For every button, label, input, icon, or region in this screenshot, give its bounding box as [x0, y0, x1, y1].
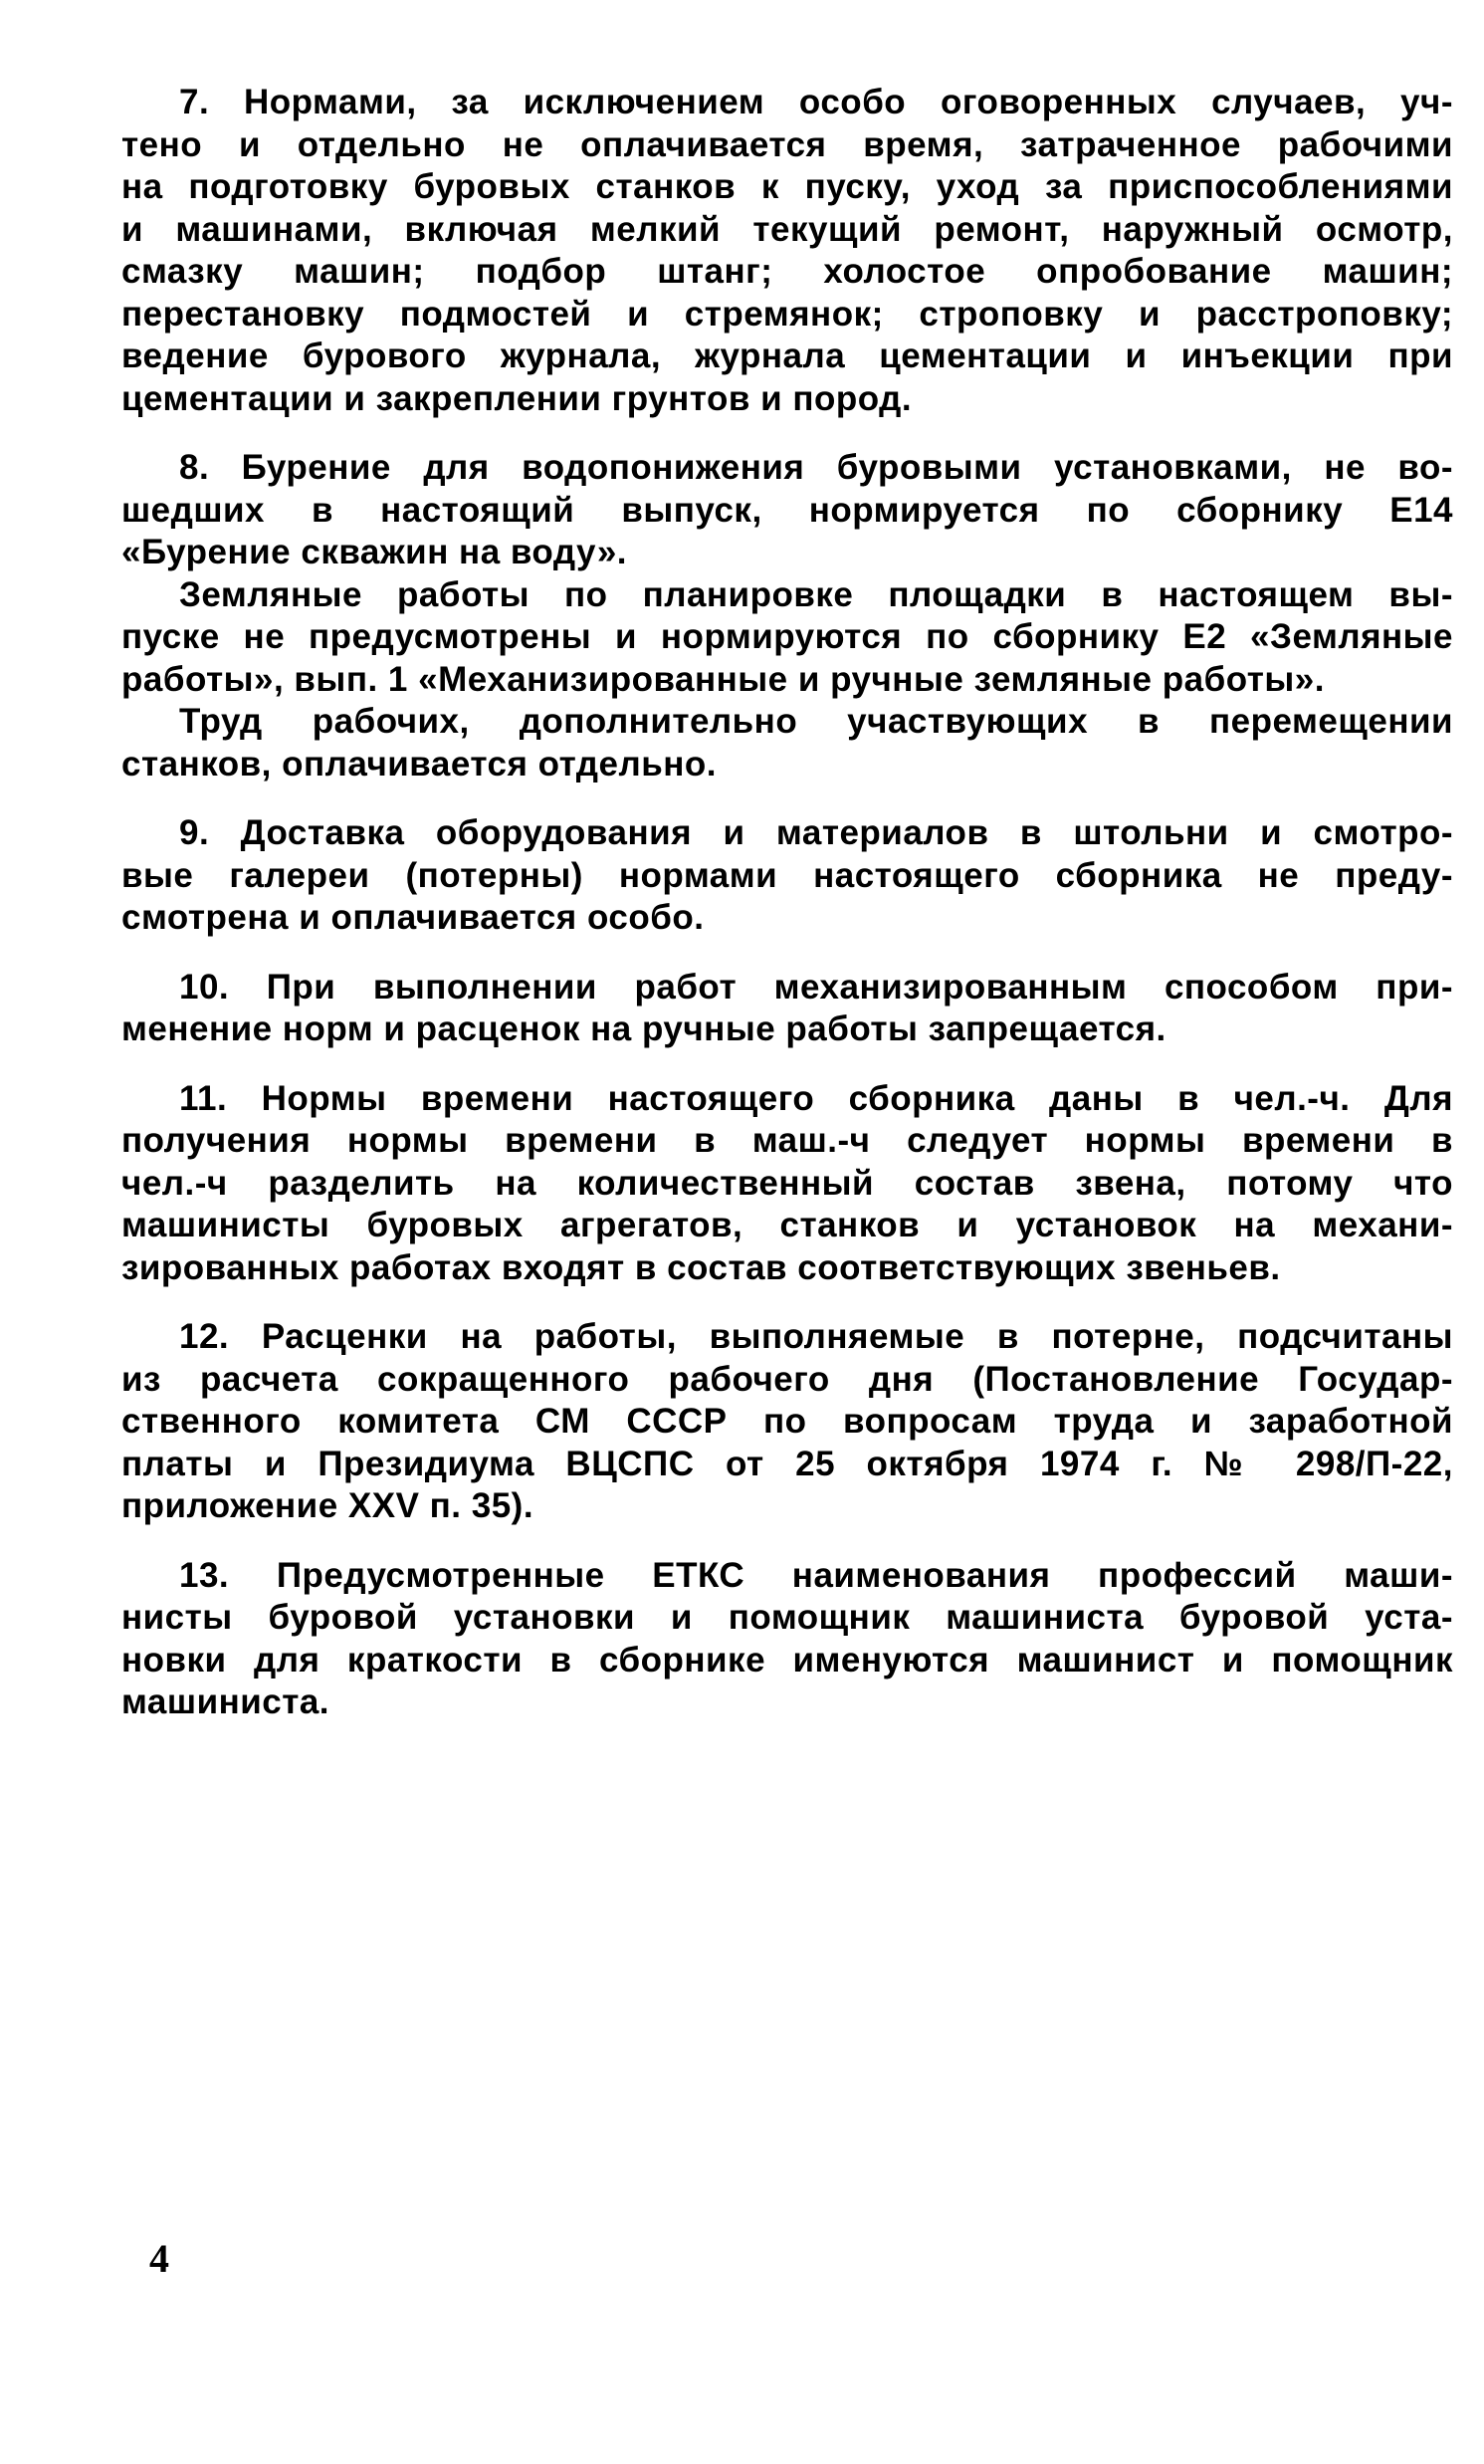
text-line: перестановку подмостей и стремянок; строповку и расстроповку;	[121, 294, 1453, 334]
text-line: шедших в настоящий выпуск, нормируется по сборнику Е14	[121, 490, 1453, 530]
text-line: платы и Президиума ВЦСПС от 25 октября 1974 г. № 298/П-22,	[121, 1444, 1453, 1483]
text-line: чел.-ч разделить на количественный состав звена, потому что	[121, 1163, 1453, 1203]
text-line: 13. Предусмотренные ЕТКС наименования профессий маши-	[179, 1555, 1453, 1595]
text-line: цементации и закреплении грунтов и пород.	[121, 378, 913, 418]
document-body	[121, 82, 1453, 1751]
paragraph	[121, 967, 1453, 1051]
text-line: 7. Нормами, за исключением особо оговоренных случаев, уч-	[179, 83, 1453, 121]
text-line: вые галереи (потерны) нормами настоящего сборника не преду-	[121, 855, 1453, 895]
paragraph	[121, 1316, 1453, 1528]
text-line: менение норм и расценок на ручные работы запрещается.	[121, 1009, 1166, 1048]
paragraph	[121, 82, 1453, 420]
text-line: зированных работах входят в состав соответствующих звеньев.	[121, 1247, 1281, 1287]
text-line: тено и отдельно не оплачивается время, затраченное рабочими	[121, 124, 1453, 164]
text-line: ственного комитета СМ СССР по вопросам труда и заработной	[121, 1402, 1453, 1441]
text-line: ведение бурового журнала, журнала цементации и инъекции при	[121, 336, 1453, 375]
text-line: из расчета сокращенного рабочего дня (Постановление Государ-	[121, 1359, 1453, 1399]
paragraph	[121, 701, 1453, 785]
text-line: машиниста.	[121, 1682, 330, 1721]
text-line: машинисты буровых агрегатов, станков и установок на механи-	[121, 1206, 1453, 1244]
text-line: работы», вып. 1 «Механизированные и ручные земляные работы».	[121, 659, 1325, 699]
text-line: 11. Нормы времени настоящего сборника даны в чел.-ч. Для	[179, 1078, 1453, 1118]
paragraph	[121, 447, 1453, 574]
text-line: 10. При выполнении работ механизированным способом при-	[179, 967, 1453, 1007]
paragraph	[121, 1555, 1453, 1724]
text-line: приложение XXV п. 35).	[121, 1486, 534, 1525]
paragraph	[121, 812, 1453, 940]
text-line: и машинами, включая мелкий текущий ремонт, наружный осмотр,	[121, 209, 1453, 249]
text-line: 9. Доставка оборудования и материалов в штольни и смотро-	[179, 813, 1453, 852]
text-line: смотрена и оплачивается особо.	[121, 898, 705, 937]
text-line: Труд рабочих, дополнительно участвующих в перемещении	[179, 702, 1453, 741]
text-line: смазку машин; подбор штанг; холостое опробование машин;	[121, 252, 1453, 291]
text-line: пуске не предусмотрены и нормируются по сборнику Е2 «Земляные	[121, 617, 1453, 656]
text-line: нисты буровой установки и помощник машиниста буровой уста-	[121, 1598, 1453, 1637]
paragraph	[121, 1078, 1453, 1290]
text-line: станков, оплачивается отдельно.	[121, 744, 717, 784]
text-line: на подготовку буровых станков к пуску, уход за приспособлениями	[121, 167, 1453, 206]
text-line: 8. Бурение для водопонижения буровыми установками, не во-	[179, 448, 1453, 487]
text-line: 12. Расценки на работы, выполняемые в потерне, подсчитаны	[179, 1317, 1453, 1356]
text-line: «Бурение скважин на воду».	[121, 533, 628, 571]
paragraph	[121, 574, 1453, 702]
text-line: новки для краткости в сборнике именуются машинист и помощник	[121, 1640, 1453, 1680]
text-line: получения нормы времени в маш.-ч следует нормы времени в	[121, 1121, 1453, 1160]
text-line: Земляные работы по планировке площадки в настоящем вы-	[179, 574, 1453, 614]
page-number: 4	[149, 2236, 169, 2281]
